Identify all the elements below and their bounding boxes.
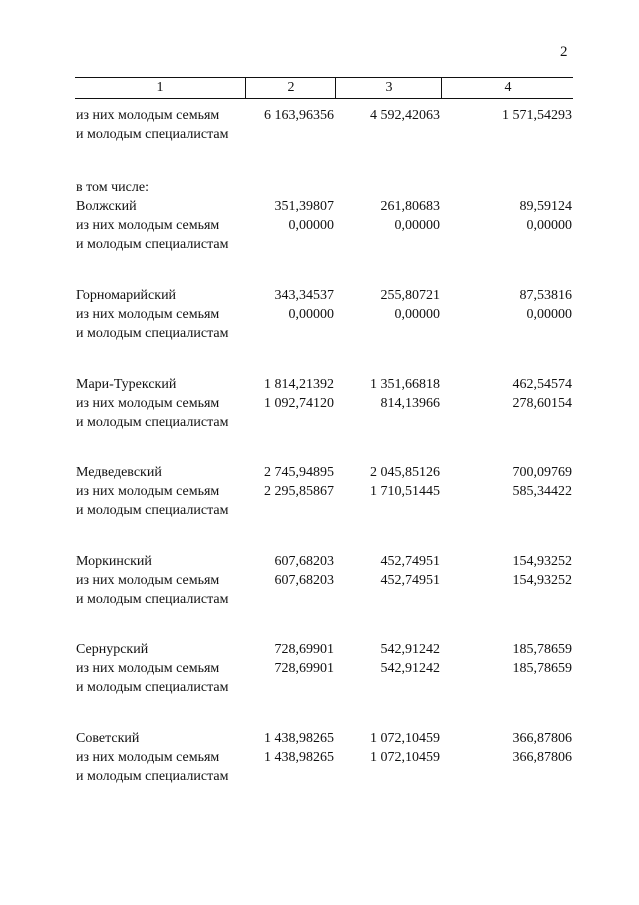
cell-col-3: 2 045,85126 [370,465,440,480]
table-row [0,125,639,144]
row-label: в том числе: [76,180,149,195]
table-row [0,235,639,254]
row-label: и молодым специалистам [76,680,229,695]
cell-col-4: 462,54574 [512,377,572,392]
column-header-4: 4 [441,78,574,98]
cell-col-3: 1 072,10459 [370,731,440,746]
table-row [0,552,639,571]
table-row [0,216,639,235]
table-row [0,106,639,125]
row-label: Сернурский [76,642,149,657]
row-label: из них молодым семьям [76,661,220,676]
cell-col-4: 0,00000 [526,218,572,233]
table-row [0,286,639,305]
table-row [0,324,639,343]
cell-col-3: 1 072,10459 [370,750,440,765]
table-row [0,305,639,324]
table-row [0,501,639,520]
table-row [0,571,639,590]
row-label: Волжский [76,199,137,214]
row-label: и молодым специалистам [76,326,229,341]
table-row [0,463,639,482]
cell-col-4: 89,59124 [519,199,572,214]
table-row [0,748,639,767]
row-label: Моркинский [76,554,152,569]
cell-col-3: 0,00000 [394,218,440,233]
cell-col-3: 814,13966 [380,396,440,411]
row-label: из них молодым семьям [76,307,220,322]
table-row [0,640,639,659]
table-row [0,767,639,786]
cell-col-2: 607,68203 [274,554,334,569]
cell-col-2: 2 745,94895 [264,465,334,480]
cell-col-2: 2 295,85867 [264,484,334,499]
table-row [0,678,639,697]
cell-col-2: 1 814,21392 [264,377,334,392]
row-label: из них молодым семьям [76,396,220,411]
row-label: из них молодым семьям [76,108,220,123]
column-header-2: 2 [245,78,336,98]
row-label: из них молодым семьям [76,218,220,233]
row-label: и молодым специалистам [76,127,229,142]
cell-col-2: 343,34537 [274,288,334,303]
table-row [0,729,639,748]
cell-col-3: 261,80683 [380,199,440,214]
row-label: Советский [76,731,140,746]
cell-col-4: 700,09769 [512,465,572,480]
cell-col-4: 154,93252 [512,554,572,569]
column-header-1: 1 [156,80,164,95]
cell-col-3: 0,00000 [394,307,440,322]
cell-col-3: 4 592,42063 [370,108,440,123]
row-label: из них молодым семьям [76,573,220,588]
cell-col-2: 0,00000 [288,307,334,322]
cell-col-2: 1 092,74120 [264,396,334,411]
cell-col-2: 351,39807 [274,199,334,214]
row-label: из них молодым семьям [76,484,220,499]
cell-col-2: 607,68203 [274,573,334,588]
table-row [0,482,639,501]
table-row [0,178,639,197]
row-label: и молодым специалистам [76,769,229,784]
cell-col-3: 255,80721 [380,288,440,303]
table-row [0,659,639,678]
table-row [0,590,639,609]
table-row [0,197,639,216]
row-label: и молодым специалистам [76,503,229,518]
cell-col-4: 1 571,54293 [502,108,572,123]
cell-col-3: 542,91242 [380,642,440,657]
row-label: из них молодым семьям [76,750,220,765]
cell-col-3: 542,91242 [380,661,440,676]
cell-col-4: 185,78659 [512,661,572,676]
cell-col-2: 728,69901 [274,661,334,676]
cell-col-3: 1 351,66818 [370,377,440,392]
page-number: 2 [560,44,568,60]
cell-col-4: 366,87806 [512,750,572,765]
row-label: Мари-Турекский [76,377,177,392]
cell-col-4: 87,53816 [519,288,572,303]
cell-col-4: 154,93252 [512,573,572,588]
row-label: и молодым специалистам [76,237,229,252]
table-header [75,77,573,99]
cell-col-2: 728,69901 [274,642,334,657]
row-label: Горномарийский [76,288,177,303]
cell-col-3: 1 710,51445 [370,484,440,499]
cell-col-2: 6 163,96356 [264,108,334,123]
cell-col-2: 1 438,98265 [264,731,334,746]
table-row [0,413,639,432]
cell-col-2: 1 438,98265 [264,750,334,765]
table-row [0,394,639,413]
cell-col-4: 185,78659 [512,642,572,657]
row-label: Медведевский [76,465,162,480]
column-header-3: 3 [335,78,442,98]
cell-col-4: 278,60154 [512,396,572,411]
cell-col-4: 366,87806 [512,731,572,746]
table-row [0,375,639,394]
cell-col-3: 452,74951 [380,573,440,588]
cell-col-4: 0,00000 [526,307,572,322]
cell-col-3: 452,74951 [380,554,440,569]
cell-col-4: 585,34422 [512,484,572,499]
row-label: и молодым специалистам [76,415,229,430]
cell-col-2: 0,00000 [288,218,334,233]
row-label: и молодым специалистам [76,592,229,607]
